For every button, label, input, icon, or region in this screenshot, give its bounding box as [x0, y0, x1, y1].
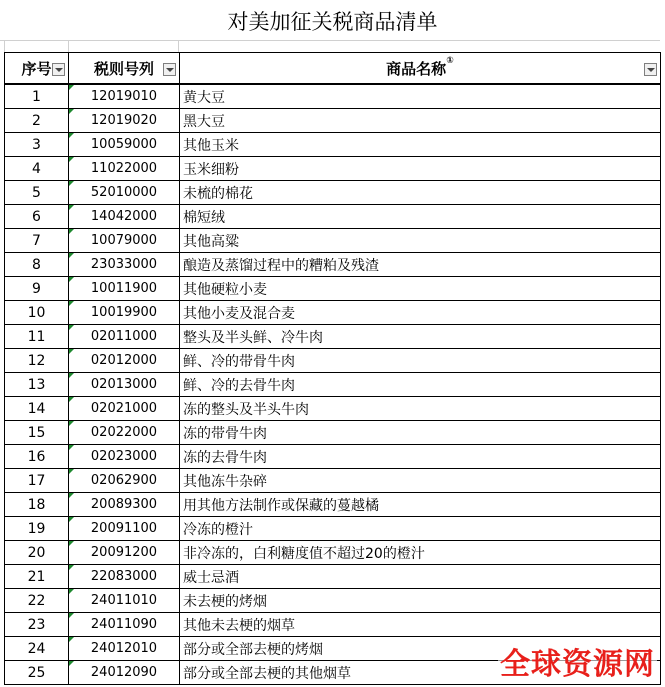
- name-cell[interactable]: 未去梗的烤烟: [180, 589, 661, 613]
- seq-cell[interactable]: 6: [5, 205, 69, 229]
- seq-cell[interactable]: 21: [5, 565, 69, 589]
- tariff-table: [4, 52, 661, 685]
- table-row: [5, 493, 661, 517]
- name-cell[interactable]: 黄大豆: [180, 84, 661, 109]
- name-cell[interactable]: 冻的整头及半头牛肉: [180, 397, 661, 421]
- code-cell[interactable]: 02023000: [69, 445, 180, 469]
- footnote-marker: ①: [446, 55, 454, 66]
- filter-dropdown-icon[interactable]: [644, 63, 657, 76]
- name-cell[interactable]: 部分或全部去梗的其他烟草: [180, 661, 661, 685]
- table-row: [5, 421, 661, 445]
- name-cell[interactable]: 鲜、冷的带骨牛肉: [180, 349, 661, 373]
- name-cell[interactable]: 其他高粱: [180, 229, 661, 253]
- table-row: [5, 397, 661, 421]
- name-cell[interactable]: 棉短绒: [180, 205, 661, 229]
- code-cell[interactable]: 20089300: [69, 493, 180, 517]
- table-row: [5, 469, 661, 493]
- seq-cell[interactable]: 13: [5, 373, 69, 397]
- seq-cell[interactable]: 15: [5, 421, 69, 445]
- seq-cell[interactable]: 3: [5, 133, 69, 157]
- code-cell[interactable]: 23033000: [69, 253, 180, 277]
- table-row: [5, 133, 661, 157]
- table-row: [5, 445, 661, 469]
- name-cell[interactable]: 其他未去梗的烟草: [180, 613, 661, 637]
- code-cell[interactable]: 24011090: [69, 613, 180, 637]
- code-cell[interactable]: 20091100: [69, 517, 180, 541]
- table-row: [5, 613, 661, 637]
- table-row: [5, 109, 661, 133]
- sheet-title: 对美加征关税商品清单: [227, 10, 438, 34]
- seq-cell[interactable]: 18: [5, 493, 69, 517]
- code-cell[interactable]: 24012010: [69, 637, 180, 661]
- code-cell[interactable]: 02011000: [69, 325, 180, 349]
- header-code: [69, 53, 180, 85]
- seq-cell[interactable]: 10: [5, 301, 69, 325]
- name-cell[interactable]: 部分或全部去梗的烤烟: [180, 637, 661, 661]
- name-cell[interactable]: 冻的带骨牛肉: [180, 421, 661, 445]
- name-cell[interactable]: 冻的去骨牛肉: [180, 445, 661, 469]
- name-cell[interactable]: 非冷冻的，白利糖度值不超过20的橙汁: [180, 541, 661, 565]
- watermark-logo: 全球资源网: [498, 639, 657, 683]
- seq-cell[interactable]: 23: [5, 613, 69, 637]
- seq-cell[interactable]: 17: [5, 469, 69, 493]
- header-code-label: 税则号列: [93, 59, 154, 78]
- table-row: [5, 157, 661, 181]
- table-row: [5, 349, 661, 373]
- table-row: [5, 84, 661, 109]
- table-row: [5, 205, 661, 229]
- code-cell[interactable]: 10059000: [69, 133, 180, 157]
- code-cell[interactable]: 24011010: [69, 589, 180, 613]
- seq-cell[interactable]: 19: [5, 517, 69, 541]
- header-seq-label: 序号: [21, 59, 52, 78]
- name-cell[interactable]: 未梳的棉花: [180, 181, 661, 205]
- header-name: [180, 53, 661, 85]
- code-cell[interactable]: 12019010: [69, 84, 180, 109]
- name-cell[interactable]: 其他冻牛杂碎: [180, 469, 661, 493]
- seq-cell[interactable]: 16: [5, 445, 69, 469]
- name-cell[interactable]: 酿造及蒸馏过程中的糟粕及残渣: [180, 253, 661, 277]
- name-cell[interactable]: 其他小麦及混合麦: [180, 301, 661, 325]
- table-row: [5, 301, 661, 325]
- header-row: [5, 53, 661, 85]
- name-cell[interactable]: 用其他方法制作或保藏的蔓越橘: [180, 493, 661, 517]
- name-cell[interactable]: 冷冻的橙汁: [180, 517, 661, 541]
- code-cell[interactable]: 10079000: [69, 229, 180, 253]
- table-row: [5, 541, 661, 565]
- seq-cell[interactable]: 9: [5, 277, 69, 301]
- seq-cell[interactable]: 7: [5, 229, 69, 253]
- table-row: [5, 589, 661, 613]
- code-cell[interactable]: 24012090: [69, 661, 180, 685]
- table-row: [5, 517, 661, 541]
- header-name-label: 商品名称①: [386, 55, 454, 78]
- seq-cell[interactable]: 24: [5, 637, 69, 661]
- filter-dropdown-icon[interactable]: [163, 63, 176, 76]
- code-cell[interactable]: 02012000: [69, 349, 180, 373]
- code-cell[interactable]: 12019020: [69, 109, 180, 133]
- code-cell[interactable]: 10019900: [69, 301, 180, 325]
- name-cell[interactable]: 威士忌酒: [180, 565, 661, 589]
- seq-cell[interactable]: 12: [5, 349, 69, 373]
- name-cell[interactable]: 整头及半头鲜、冷牛肉: [180, 325, 661, 349]
- seq-cell[interactable]: 8: [5, 253, 69, 277]
- seq-cell[interactable]: 20: [5, 541, 69, 565]
- table-row: [5, 253, 661, 277]
- seq-cell[interactable]: 11: [5, 325, 69, 349]
- seq-cell[interactable]: 22: [5, 589, 69, 613]
- table-row: [5, 565, 661, 589]
- name-cell[interactable]: 玉米细粉: [180, 157, 661, 181]
- filter-dropdown-icon[interactable]: [52, 63, 65, 76]
- code-cell[interactable]: 20091200: [69, 541, 180, 565]
- seq-cell[interactable]: 2: [5, 109, 69, 133]
- table-row: [5, 325, 661, 349]
- seq-cell[interactable]: 4: [5, 157, 69, 181]
- name-cell[interactable]: 黑大豆: [180, 109, 661, 133]
- code-cell[interactable]: 02062900: [69, 469, 180, 493]
- code-cell[interactable]: 52010000: [69, 181, 180, 205]
- code-cell[interactable]: 02022000: [69, 421, 180, 445]
- code-cell[interactable]: 14042000: [69, 205, 180, 229]
- table-row: [5, 229, 661, 253]
- seq-cell[interactable]: 14: [5, 397, 69, 421]
- code-cell[interactable]: 11022000: [69, 157, 180, 181]
- name-cell[interactable]: 其他玉米: [180, 133, 661, 157]
- table-row: [5, 373, 661, 397]
- seq-cell[interactable]: 1: [5, 84, 69, 109]
- header-seq: [5, 53, 69, 85]
- table-row: [5, 181, 661, 205]
- code-cell[interactable]: 02021000: [69, 397, 180, 421]
- code-cell[interactable]: 22083000: [69, 565, 180, 589]
- table-row: [5, 277, 661, 301]
- seq-cell[interactable]: 5: [5, 181, 69, 205]
- code-cell[interactable]: 02013000: [69, 373, 180, 397]
- name-cell[interactable]: 其他硬粒小麦: [180, 277, 661, 301]
- name-cell[interactable]: 鲜、冷的去骨牛肉: [180, 373, 661, 397]
- seq-cell[interactable]: 25: [5, 661, 69, 685]
- code-cell[interactable]: 10011900: [69, 277, 180, 301]
